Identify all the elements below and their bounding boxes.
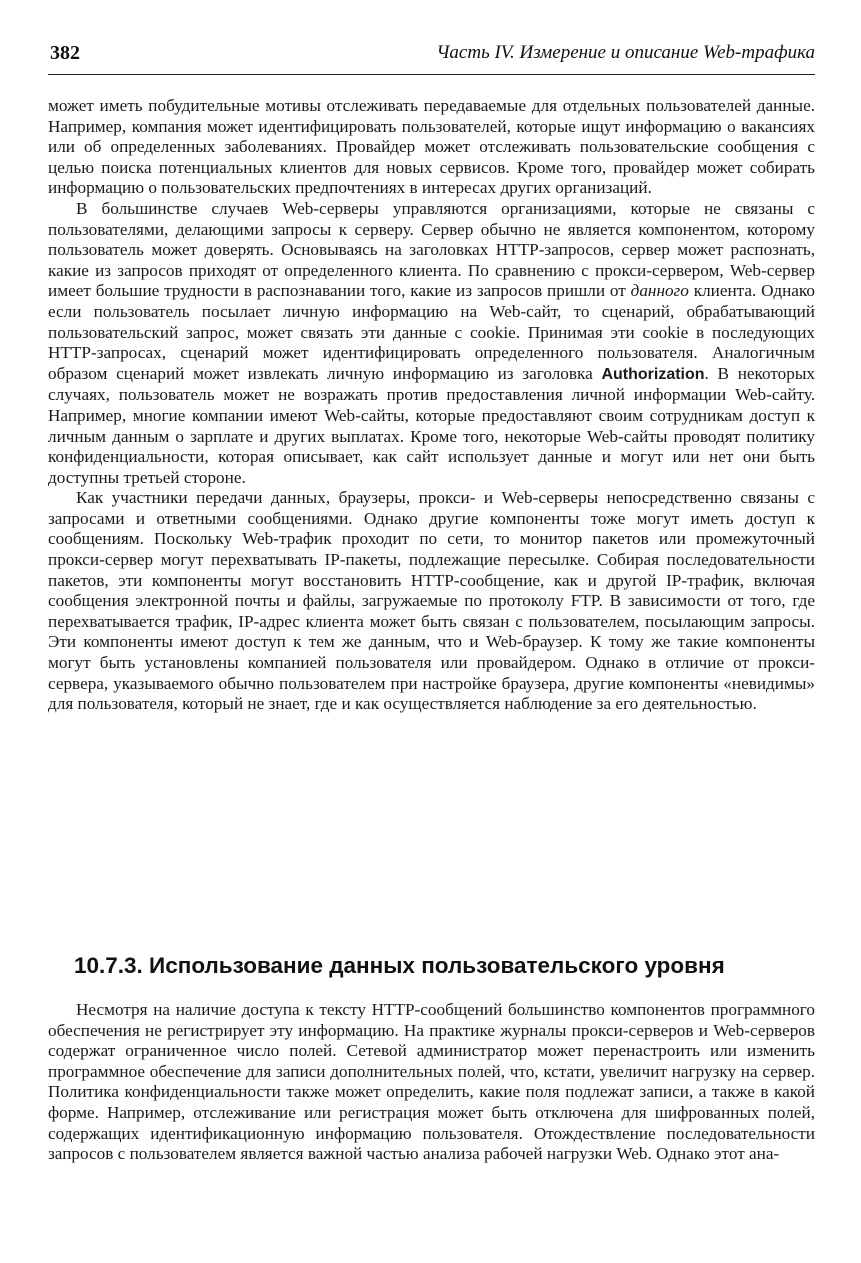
body-text-upper bbox=[48, 96, 815, 715]
paragraph-3: Как участники передачи данных, браузеры, прокси- и Web-серверы непосредственно связаны с запросами и ответными сообщениями. Однако другие компоненты тоже могут иметь доступ к сообщениям. Поскольку Web-трафик проходит по сети, то монитор пакетов или промежуточный прокси-сервер могут перехватывать IP-пакеты, подлежащие пересылке. Собирая последовательности пакетов, эти компоненты могут восстановить HTTP-сообщение, как и другой IP-трафик, включая сообщения электронной почты и файлы, загружаемые по протоколу FTP. В зависимости от того, где перехватывается трафик, IP-адрес клиента может быть связан с пользователем, посылающим запросы. Эти компоненты имеют доступ к тем же данным, что и Web-браузер. К тому же такие компоненты могут быть установлены компанией пользователя или провайдером. Однако в отличие от прокси-сервера, указываемого обычно пользователем при настройке браузера, другие компоненты «невидимы» для пользователя, который не знает, где и как осуществляется наблюдение за его деятельностью. bbox=[48, 488, 815, 714]
paragraph-4: Несмотря на наличие доступа к тексту HTTP-сообщений большинство компонентов программного обеспечения не регистрирует эту информацию. На практике журналы прокси-серверов и Web-серверов содержат ограниченное число полей. Сетевой администратор может перенастроить или изменить программное обеспечение для записи дополнительных полей, что, кстати, увеличит нагрузку на сервер. Политика конфиденциальности также может определить, какие поля подлежат записи, а также в какой форме. Например, отслеживание или регистрация может быть отключена для шифрованных полей, содержащих идентификационную информацию пользователя. Отождествление последовательности запросов с пользователем является важной частью анализа рабочей нагрузки Web. Однако этот ана- bbox=[48, 1000, 815, 1164]
running-head: Часть IV. Измерение и описание Web-трафика bbox=[436, 42, 815, 63]
paragraph-2 bbox=[48, 199, 815, 488]
body-text-lower bbox=[48, 1000, 815, 1165]
authorization-keyword: Authorization bbox=[601, 365, 705, 383]
paragraph-2-part-a: В большинстве случаев Web-серверы управляются организациями, которые не связаны с пользователями, делающими запросы к серверу. Сервер обычно не является компонентом, которому пользователь может доверять. Основываясь на заголовках HTTP-запросов, сервер может распознать, какие из запросов приходят от определенного клиента. По сравнению с прокси-сервером, Web-сервер имеет большие трудности в распознавании того, какие из запросов пришли от bbox=[48, 198, 815, 301]
page-number: 382 bbox=[50, 42, 80, 64]
paragraph-2-part-c: . В некоторых случаях, пользователь может не возражать против предоставления личной информации Web-сайту. Например, многие компании имеют Web-сайты, которые предоставляют своим сотрудникам доступ к личным данным о зарплате и других выплатах. Кроме того, некоторые Web-сайты проводят политику конфиденциальности, которая описывает, как сайт использует данные и могут или нет они быть доступны третьей стороне. bbox=[48, 363, 816, 487]
section-heading: 10.7.3. Использование данных пользовательского уровня bbox=[74, 953, 725, 978]
paragraph-1: может иметь побудительные мотивы отслеживать передаваемые для отдельных пользователей данные. Например, компания может идентифицировать пользователей, которые ищут информацию о вакансиях или об определенных заболеваниях. Провайдер может отслеживать пользовательские сообщения с целью поиска потенциальных клиентов для новых сервисов. Кроме того, провайдер может собирать информацию о пользовательских предпочтениях в интересах других организаций. bbox=[48, 96, 815, 198]
paragraph-2-part-b: клиента. Однако если пользователь посылает личную информацию на Web-сайт, то сценарий, обрабатывающий пользовательский запрос, может связать эти данные с cookie. Принимая эти cookie в последующих HTTP-запросах, сценарий может идентифицировать определенного пользователя. Аналогичным образом сценарий может извлекать личную информацию из заголовка bbox=[48, 281, 815, 383]
page-header bbox=[48, 40, 815, 75]
emphasis-term: данного bbox=[630, 281, 689, 301]
